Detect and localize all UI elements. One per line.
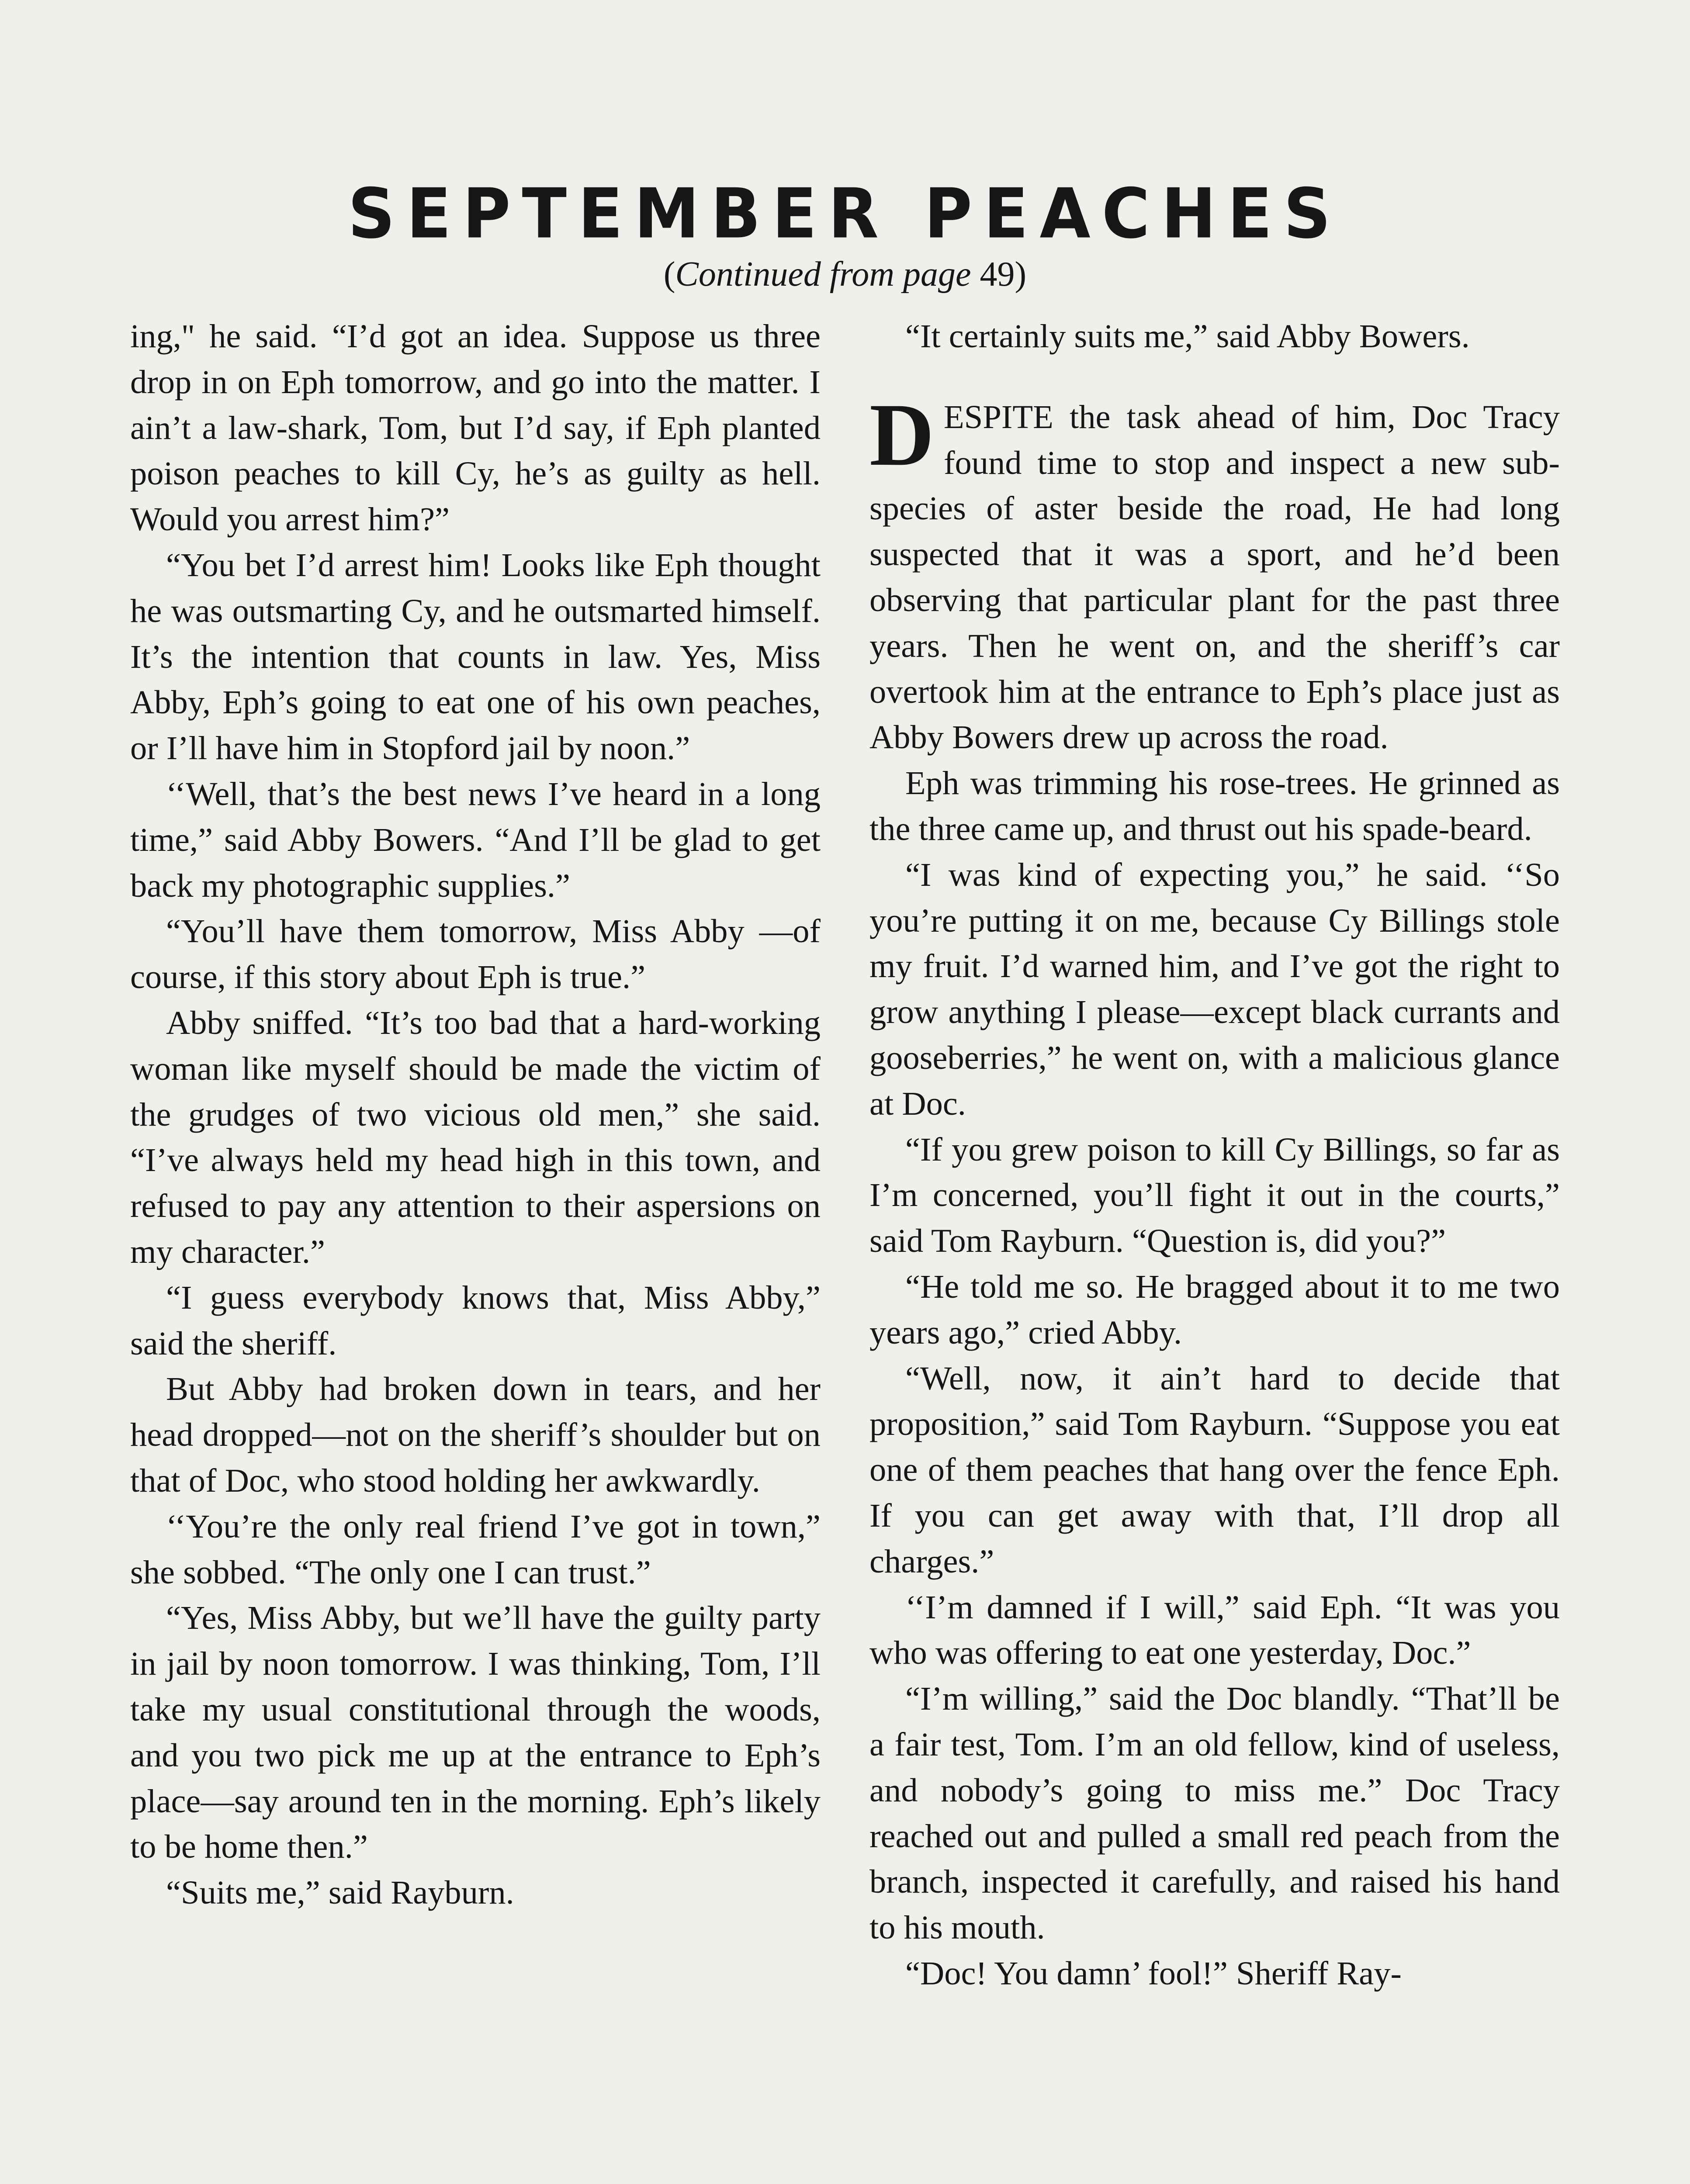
paragraph: But Abby had broken down in tears, and her head dropped—not on the sheriff’s shoulder but on that of Doc, who stood holding her awkwardly. — [130, 1370, 821, 1499]
paragraph: “Yes, Miss Abby, but we’ll have the guilty party in jail by noon tomorrow. I was thinking, Tom, I’ll take my usual constitutional through the woods, and you two pick me up at the entrance to Eph’s place—say around ten in the morning. Eph’s likely to be home then.” — [130, 1599, 821, 1866]
continued-label: Continued from page — [675, 255, 971, 294]
continued-note — [0, 252, 1690, 296]
right-column — [869, 314, 1560, 1997]
paragraph: “Well, now, it ain’t hard to decide that proposition,” said Tom Rayburn. “Suppose you eat one of them peaches that hang over the fence Eph. If you can get away with that, I’ll drop all charges.” — [869, 1359, 1560, 1580]
paragraph: “Doc! You damn’ fool!” Sheriff Ray- — [905, 1954, 1402, 1992]
paragraph: “I’m willing,” said the Doc blandly. “That’ll be a fair test, Tom. I’m an old fellow, kind of useless, and nobody’s going to miss me.” Doc Tracy reached out and pulled a small red peach from the branch, inspected it carefully, and raised his hand to his mouth. — [869, 1680, 1560, 1946]
paragraph: ‘‘I’m damned if I will,” said Eph. “It was you who was offering to eat one yesterday, Doc.” — [869, 1588, 1560, 1672]
paragraph: ‘‘You’re the only real friend I’ve got in town,” she sobbed. “The only one I can trust.” — [130, 1507, 821, 1591]
article-title: SEPTEMBER PEACHES — [348, 174, 1342, 254]
paragraph: “You’ll have them tomorrow, Miss Abby —of course, if this story about Eph is true.” — [130, 912, 821, 996]
paragraph: “Suits me,” said Rayburn. — [166, 1874, 514, 1911]
dropcap-paragraph — [869, 385, 1560, 760]
continued-prefix: ( — [663, 255, 675, 294]
paragraph: “I was kind of expecting you,” he said. ‘‘So you’re putting it on me, because Cy Billings stole my fruit. I’d warned him, and I’ve got the right to grow anything I please—except black currants and gooseberries,” he went on, with a malicious glance at Doc. — [869, 856, 1560, 1122]
paragraph: “If you grew poison to kill Cy Billings, so far as I’m concerned, you’ll fight it out in the courts,” said Tom Rayburn. “Question is, did you?” — [869, 1130, 1560, 1260]
continued-page: 49) — [971, 255, 1027, 294]
paragraph: Abby sniffed. “It’s too bad that a hard-working woman like myself should be made the victim of the grudges of two vicious old men,” she said. “I’ve always held my head high in this town, and refused to pay any attention to their aspersions on my character.” — [130, 1004, 821, 1270]
drop-cap-letter: D — [869, 385, 935, 484]
paragraph: ing," he said. “I’d got an idea. Suppose us three drop in on Eph tomorrow, and go into the matter. I ain’t a law-shark, Tom, but I’d say, if Eph planted poison peaches to kill Cy, he’s as guilty as hell. Would you arrest him?” — [130, 318, 821, 538]
left-column — [130, 314, 821, 1916]
paragraph: “It certainly suits me,” said Abby Bowers. — [905, 318, 1470, 355]
paragraph: “He told me so. He bragged about it to me two years ago,” cried Abby. — [869, 1268, 1560, 1351]
paragraph: Eph was trimming his rose-trees. He grinned as the three came up, and thrust out his spade-beard. — [869, 764, 1560, 847]
paragraph: “You bet I’d arrest him! Looks like Eph thought he was outsmarting Cy, and he outsmarted himself. It’s the intention that counts in law. Yes, Miss Abby, Eph’s going to eat one of his own peaches, or I’ll have him in Stopford jail by noon.” — [130, 546, 821, 767]
paragraph: ‘‘Well, that’s the best news I’ve heard in a long time,” said Abby Bowers. “And I’ll be glad to get back my photographic supplies.” — [130, 775, 821, 904]
dropcap-paragraph-text: ESPITE the task ahead of him, Doc Tracy found time to stop and inspect a new sub-species of aster beside the road, He had long suspected that it was a sport, and he’d been observing that particular plant for the past three years. Then he went on, and the sheriff’s car overtook him at the entrance to Eph’s place just as Abby Bowers drew up across the road. — [869, 398, 1560, 756]
paragraph: “I guess everybody knows that, Miss Abby,” said the sheriff. — [130, 1279, 821, 1362]
